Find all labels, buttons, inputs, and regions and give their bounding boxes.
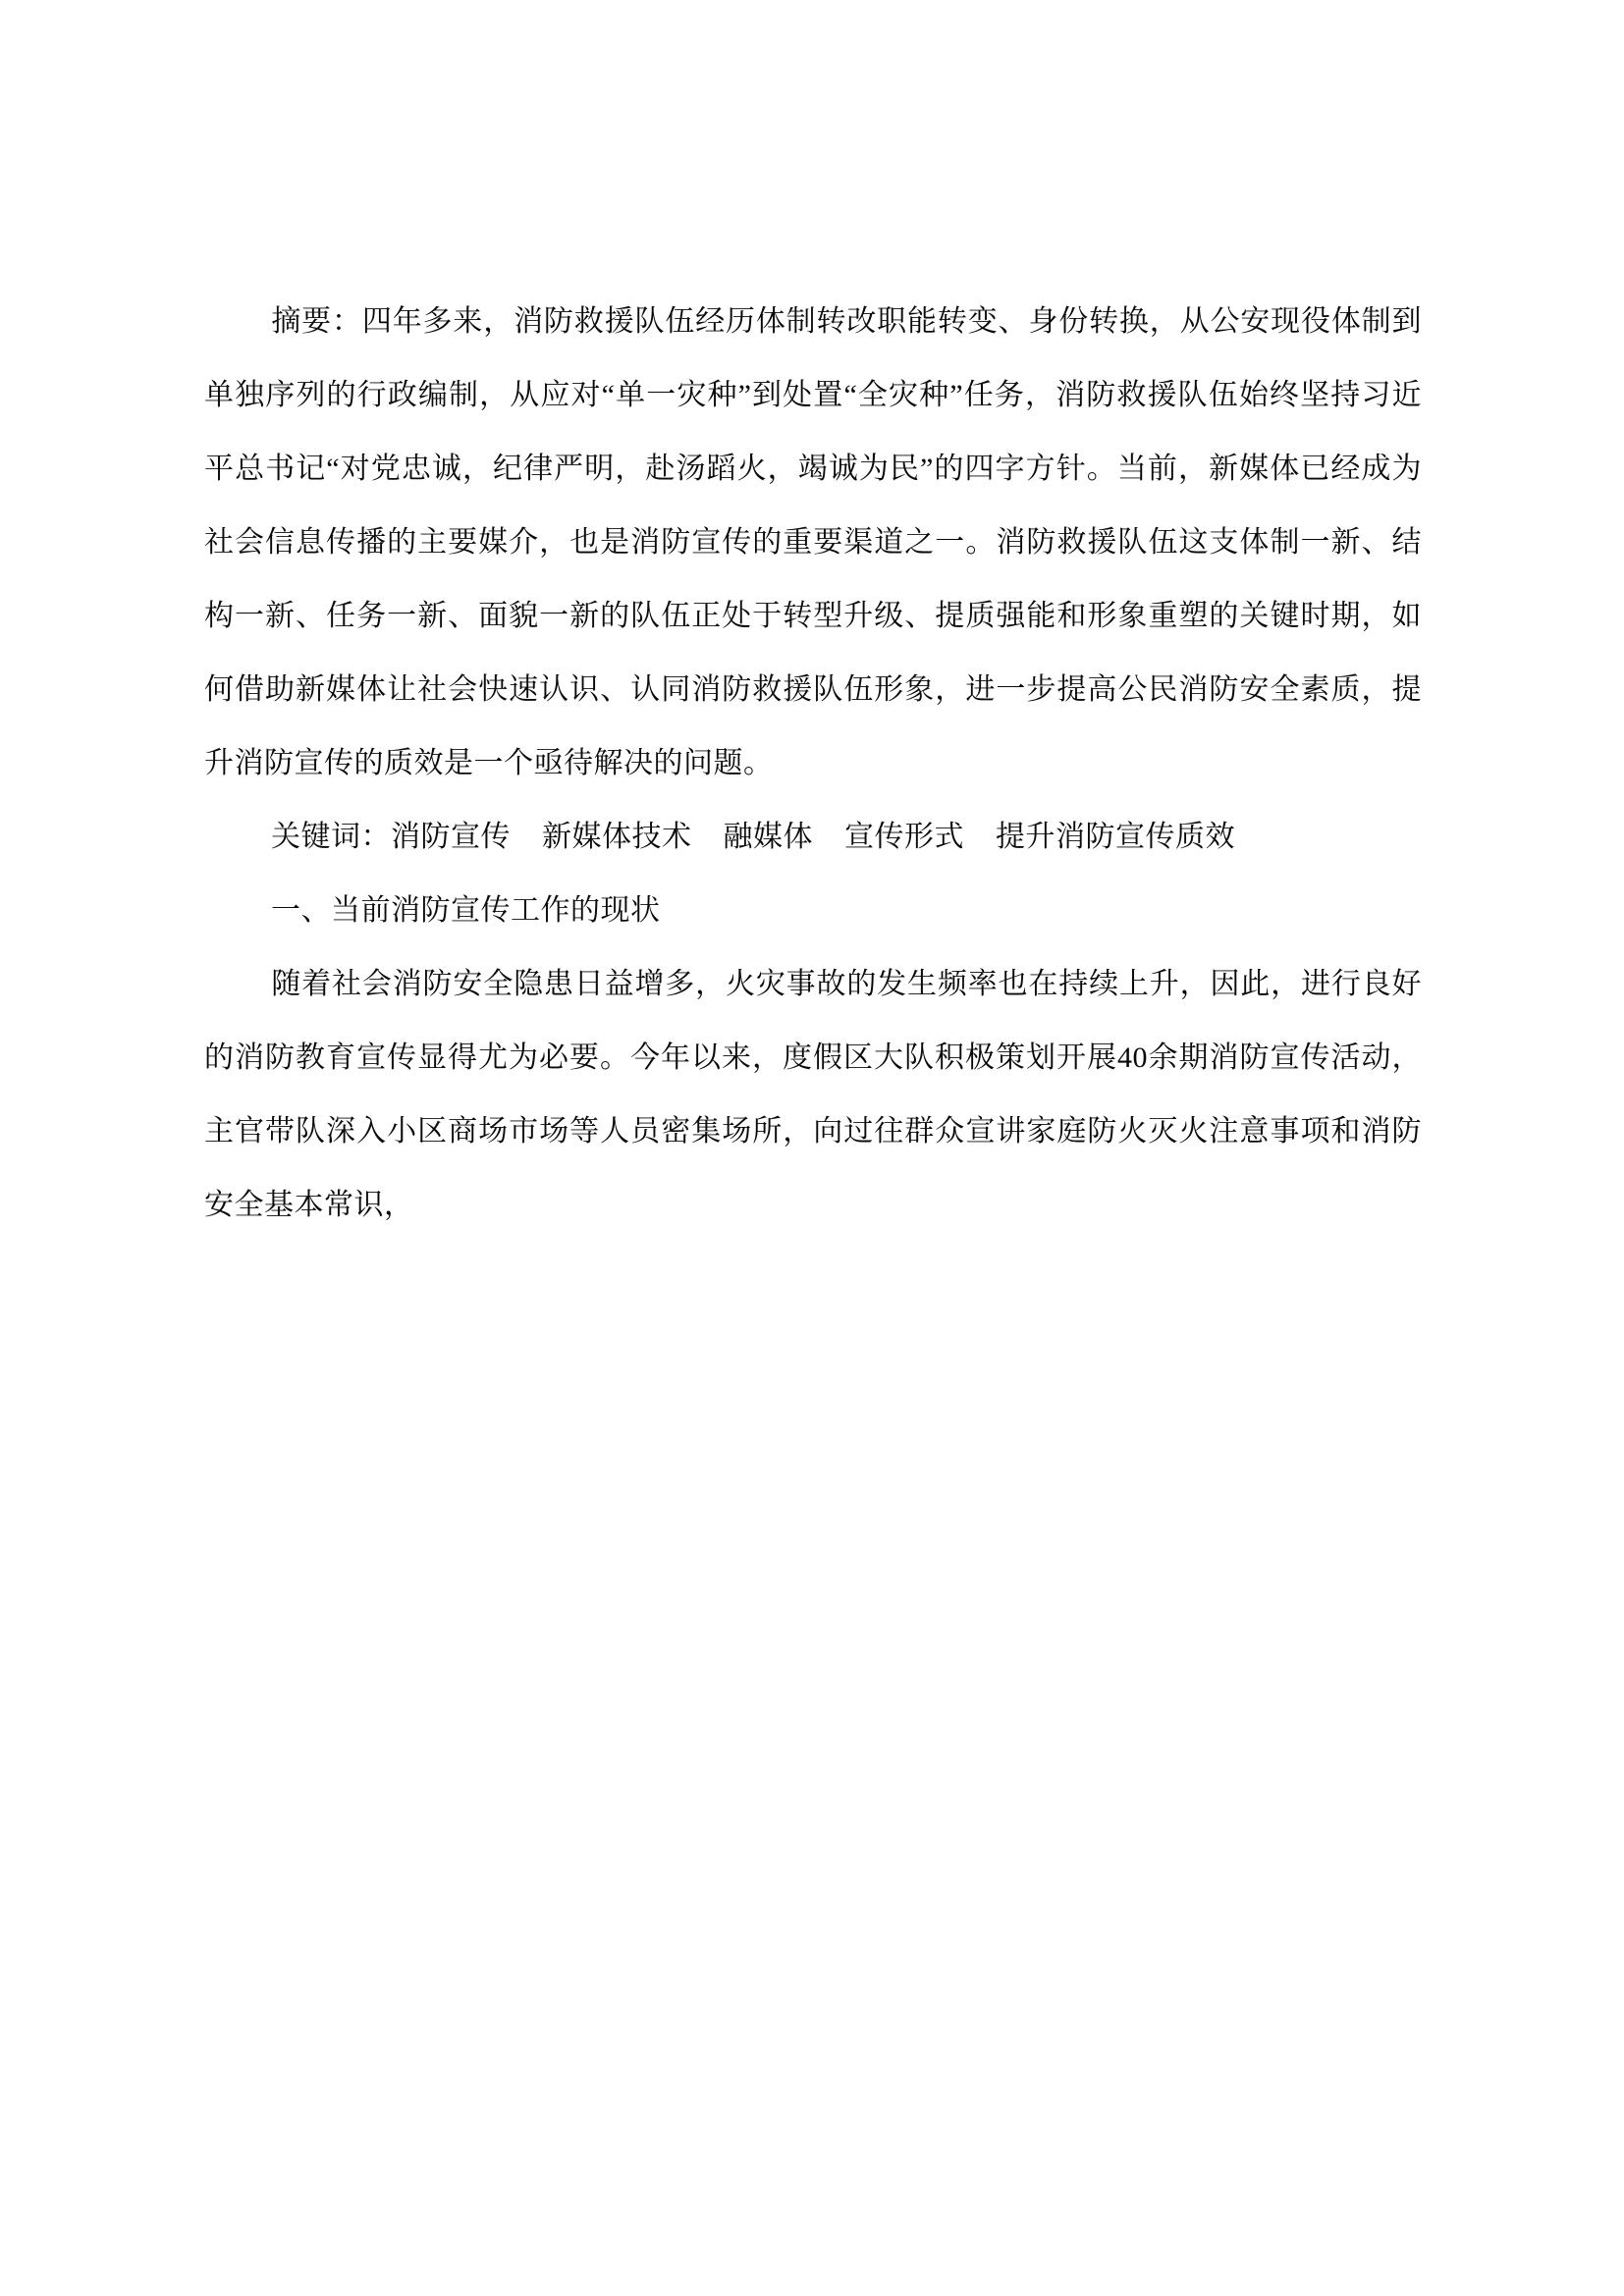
- keywords-text: 关键词：消防宣传 新媒体技术 融媒体 宣传形式 提升消防宣传质效: [271, 821, 1235, 853]
- body-paragraph-one: [204, 947, 1422, 1242]
- document-body: [204, 285, 1422, 1242]
- abstract-text: 摘要：四年多来，消防救援队伍经历体制转改职能转变、身份转换，从公安现役体制到单独序列的行政编制，从应对“单一灾种”到处置“全灾种”任务，消防救援队伍始终坚持习近平总书记“对党忠诚，纪律严明，赴汤蹈火，竭诚为民”的四字方针。当前，新媒体已经成为社会信息传播的主要媒介，也是消防宣传的重要渠道之一。消防救援队伍这支体制一新、结构一新、任务一新、面貌一新的队伍正处于转型升级、提质强能和形象重塑的关键时期，如何借助新媒体让社会快速认识、认同消防救援队伍形象，进一步提高公民消防安全素质，提升消防宣传的质效是一个亟待解决的问题。: [204, 305, 1422, 779]
- keywords-paragraph: [204, 800, 1422, 874]
- abstract-paragraph: [204, 285, 1422, 800]
- section-heading-text: 一、当前消防宣传工作的现状: [271, 894, 661, 927]
- section-heading-one: [204, 874, 1422, 947]
- body-paragraph-one-text: 随着社会消防安全隐患日益增多，火灾事故的发生频率也在持续上升，因此，进行良好的消防教育宣传显得尤为必要。今年以来，度假区大队积极策划开展40余期消防宣传活动，主官带队深入小区商场市场等人员密集场所，向过往群众宣讲家庭防火灭火注意事项和消防安全基本常识，: [204, 968, 1422, 1221]
